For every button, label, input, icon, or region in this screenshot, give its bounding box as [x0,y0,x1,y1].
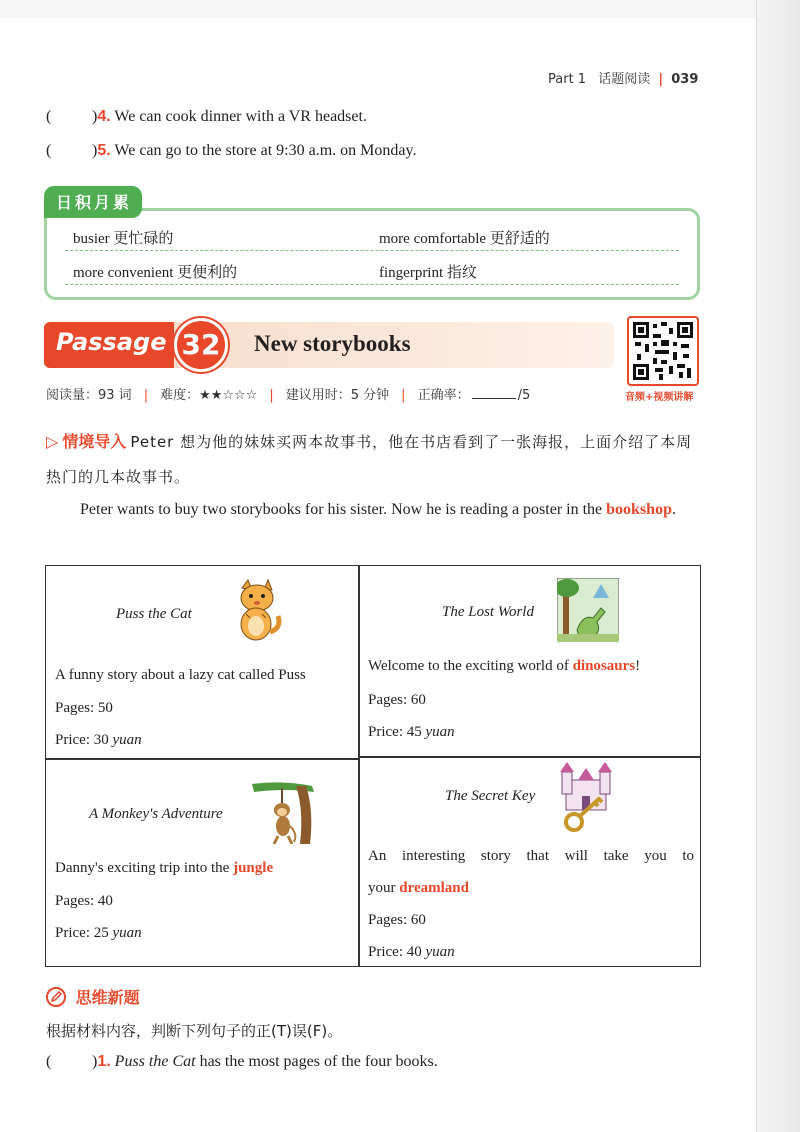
vocabulary-box [44,208,700,300]
book-price: Price: 30 yuan [55,732,142,748]
passage-title: New storybooks [254,331,411,356]
book-pages: Pages: 40 [55,893,113,909]
difficulty-label: 难度： [160,388,200,403]
accuracy-label: 正确率： [417,388,470,403]
book-price: Price: 45 yuan [368,724,455,740]
keyword-bookshop: bookshop [606,501,672,518]
page-top-shadow [0,0,800,18]
vocab-item: more comfortable 更舒适的 [379,231,550,247]
book-pages: Pages: 60 [368,692,426,708]
passage-label: Passage [56,328,167,356]
keyword-dinosaurs: dinosaurs [572,658,636,674]
thinking-section-heading [46,985,140,1008]
book-description: A funny story about a lazy cat called Puss [55,667,306,683]
book-description: Danny's exciting trip into the jungle [55,860,274,876]
answer-blank[interactable]: ( [46,108,52,125]
suggested-time: 建议用时：5 分钟 [285,388,390,403]
word-count: 阅读量：93 词 [46,388,132,403]
vocab-item: fingerprint 指纹 [379,265,477,281]
qr-caption: 音频+视频讲解 [625,392,694,403]
book-pages: Pages: 60 [368,912,426,928]
table-divider [358,756,701,758]
table-divider [46,758,358,760]
question-number: 5. [97,142,111,159]
question-number: 1. [97,1053,111,1070]
accuracy-blank[interactable] [472,398,516,399]
book-title-ref: Puss the Cat [114,1053,196,1070]
keyword-jungle: jungle [233,860,274,876]
pencil-circle-icon [46,987,66,1007]
answer-blank[interactable]: ( [46,1053,52,1070]
question-1: ( )1. Puss the Cat has the most pages of the four books. [46,1053,438,1070]
qr-code-icon[interactable] [627,316,699,386]
intro-chinese-text: Peter 想为他的妹妹买两本故事书，他在书店看到了一张海报，上面介绍了本周热门的几本故事书。 [46,433,693,486]
instruction-text: 根据材料内容，判断下列句子的正(T)误(F)。 [46,1022,343,1040]
passage-number: 32 [174,318,228,372]
accuracy-total: /5 [517,388,531,403]
question-4: ( )4. We can cook dinner with a VR headset. [46,108,367,125]
book-description-line-2: your dreamland [368,880,469,896]
difficulty-stars-filled: ★★ [199,388,223,403]
context-intro [46,425,702,495]
vocab-item: busier 更忙碌的 [73,231,174,247]
section-label: 话题阅读 [598,72,651,87]
keyword-dreamland: dreamland [399,880,469,896]
book-price: Price: 25 yuan [55,925,142,941]
thinking-heading-text: 思维新题 [75,988,140,1007]
book-title: The Secret Key [445,788,536,804]
book-description-line-1: An interesting story that will take you to [368,848,694,864]
castle-key-illustration [556,762,616,834]
running-header [548,68,698,87]
book-title: Puss the Cat [116,606,192,622]
book-poster-table [45,565,701,967]
vocab-row-1 [65,221,679,251]
dinosaur-illustration [557,578,619,642]
question-number: 4. [97,108,111,125]
book-pages: Pages: 50 [55,700,113,716]
book-description: Welcome to the exciting world of dinosaurs! [368,658,641,674]
monkey-illustration [252,780,318,844]
header-divider: | [658,72,664,87]
answer-blank[interactable]: ( [46,142,52,159]
intro-english-text: Peter wants to buy two storybooks for his sister. Now he is reading a poster in the bookshop. [80,501,676,518]
vocab-row-2 [65,255,679,285]
question-5: ( )5. We can go to the store at 9:30 a.m. on Monday. [46,142,417,159]
difficulty-stars-empty: ☆☆☆ [222,388,258,403]
table-divider [358,566,360,966]
book-title: The Lost World [442,604,534,620]
vocabulary-tag: 日积月累 [44,186,142,218]
play-triangle-icon: ▷ [46,432,59,451]
question-text: We can cook dinner with a VR headset. [114,108,367,125]
cat-illustration [232,578,282,644]
book-title: A Monkey's Adventure [89,806,223,822]
question-text: has the most pages of the four books. [195,1053,438,1070]
page-number: 039 [671,72,699,87]
question-text: We can go to the store at 9:30 a.m. on Monday. [114,142,417,159]
intro-heading: 情境导入 [62,432,127,451]
book-price: Price: 40 yuan [368,944,455,960]
reading-meta: 阅读量：93 词 | 难度：★★☆☆☆ | 建议用时：5 分钟 | 正确率： /5 [46,388,531,403]
page-right-edge [756,0,800,1132]
part-label: Part 1 [548,72,587,87]
vocab-item: more convenient 更便利的 [73,265,238,281]
